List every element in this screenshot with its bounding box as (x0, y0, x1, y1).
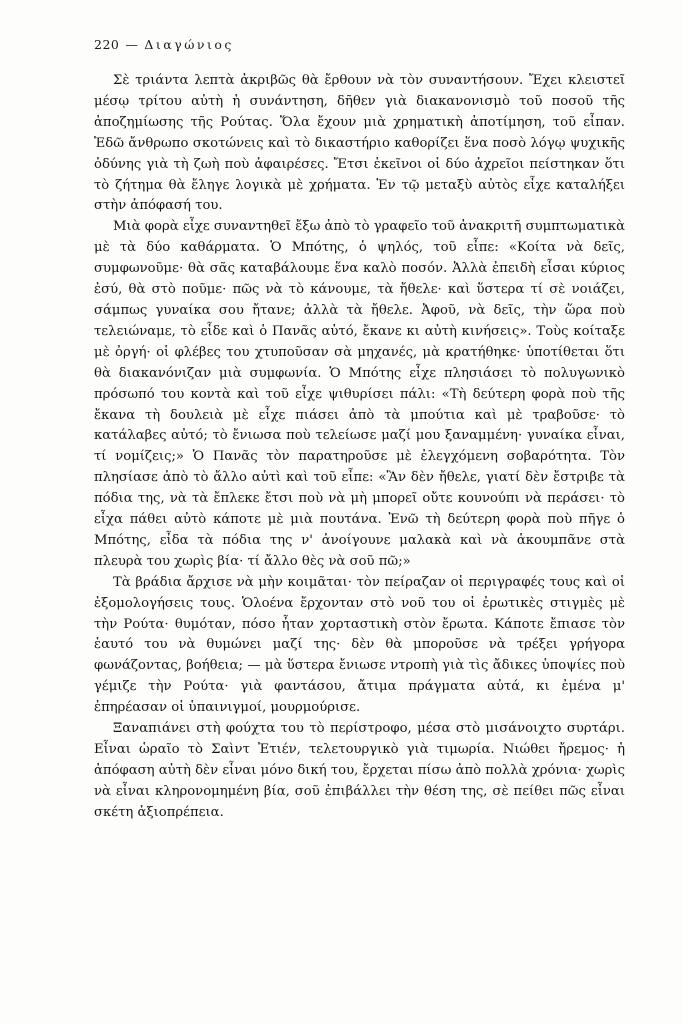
paragraph: Τὰ βράδια ἄρχισε νὰ μὴν κοιμᾶται· τὸν πείραζαν οἱ περιγραφές τους καὶ οἱ ἐξομολογήσεις τους. Ὁλοένα ἔρχονταν στὸ νοῦ του οἱ ἐρωτικὲς στιγμὲς μὲ τὴν Ρούτα· θυμόταν, πόσο ἦταν χορταστικὴ στὸν ἔρωτα. Κάποτε ἔπιασε τὸν ἑαυτό του νὰ θυμώνει μαζί της· δὲν θὰ μποροῦσε νὰ τρέξει γρήγορα φωνάζοντας, βοήθεια; — μὰ ὕστερα ἔνιωσε ντροπὴ γιὰ τὶς ἄδικες ὑποψίες ποὺ γέμιζε τὴν Ρούτα· γιὰ φαντάσου, ἄτιμα πράγματα αὐτά, κι ἐμένα μ' ἐπηρέασαν οἱ ὑπαινιγμοί, μουρμούρισε. (94, 574, 625, 716)
paragraph: Μιὰ φορὰ εἶχε συναντηθεῖ ἔξω ἀπὸ τὸ γραφεῖο τοῦ ἀνακριτῆ συμπτωματικὰ μὲ τὰ δύο καθάρματα. Ὁ Μπότης, ὁ ψηλός, τοῦ εἶπε: «Κοίτα νὰ δεῖς, συμφωνοῦμε· θὰ σᾶς καταβάλουμε ἕνα καλὸ ποσόν. Ἀλλὰ ἐπειδὴ εἶσαι κύριος ἐσύ, θὰ στὸ ποῦμε· πῶς νὰ τὸ κάνουμε, τὰ ἤθελε· καὶ ὕστερα τί σὲ νοιάζει, σάμπως γυναίκα σου ἤτανε; ἀλλὰ τὰ ἤθελε. Ἀφοῦ, νὰ δεῖς, τὴν ὥρα ποὺ τελειώναμε, τὸ εἶδε καὶ ὁ Πανᾶς αὐτό, ἔκανε κι αὐτὴ κινήσεις». Τοὺς κοίταξε μὲ ὀργή· οἱ φλέβες του χτυποῦσαν σὰ μηχανές, μὰ κρατήθηκε· ὑποτίθεται ὅτι θὰ διακανόνιζαν μιὰ συμφωνία. Ὁ Μπότης εἶχε πλησιάσει τὸ πολυγωνικὸ πρόσωπό του κοντὰ καὶ τοῦ εἶχε ψιθυρίσει πάλι: «Τὴ δεύτερη φορὰ ποὺ τῆς ἔκανα τὴ δουλειὰ μὲ εἶχε πιάσει ἀπὸ τὰ μπούτια καὶ μὲ τραβοῦσε· τὸ κατάλαβες αὐτό; τὸ ἔνιωσα ποὺ τελείωσε μαζί μου ξαναμμένη· γυναίκα εἶναι, τί νομίζεις;» Ὁ Πανᾶς τὸν παρατηροῦσε μὲ ἐλεγχόμενη σοβαρότητα. Τὸν πλησίασε ἀπὸ τὸ ἄλλο αὐτὶ καὶ τοῦ εἶπε: «Ἂν δὲν ἤθελε, γιατί δὲν ἔστριβε τὰ πόδια της, νὰ τὰ ἔπλεκε ἔτσι ποὺ νὰ μὴ μπορεῖ οὔτε κουνούπι νὰ περάσει· τὸ εἶχα πάθει αὐτὸ κάποτε μὲ μιὰ πουτάνα. Ἐνῶ τὴ δεύτερη φορὰ ποὺ πῆγε ὁ Μπότης, εἶδα τὰ πόδια της ν' ἀνοίγουνε μαλακὰ καὶ νὰ ἀκουμπᾶνε στὰ πλευρὰ του χωρὶς βία· τί ἄλλο θὲς νὰ σοῦ πῶ;» (94, 219, 625, 569)
running-head (94, 37, 234, 52)
paragraph: Σὲ τριάντα λεπτὰ ἀκριβῶς θὰ ἔρθουν νὰ τὸν συναντήσουν. Ἔχει κλειστεῖ μέσῳ τρίτου αὐτὴ ἡ συνάντηση, δῆθεν γιὰ διακανονισμὸ τοῦ ποσοῦ τῆς ἀποζημίωσης τῆς Ρούτας. Ὅλα ἔχουν μιὰ χρηματικὴ ἀποτίμηση, τοῦ εἶπαν. Ἐδῶ ἄνθρωπο σκοτώνεις καὶ τὸ δικαστήριο καθορίζει ἕνα ποσὸ λόγῳ ψυχικῆς ὀδύνης γιὰ τὴ ζωὴ ποὺ ἀφαιρέσες. Ἔτσι ἐκεῖνοι οἱ δύο ἀχρεῖοι πείστηκαν ὅτι τὸ ζήτημα θὰ ἔληγε λογικὰ μὲ χρήματα. Ἐν τῷ μεταξὺ αὐτὸς εἶχε καταλήξει στὴν ἀπόφασή του. (94, 73, 625, 214)
header-separator: — (125, 37, 139, 52)
page-number: 220 (94, 37, 120, 52)
body-text (94, 71, 625, 824)
paragraph: Ξαναπιάνει στὴ φούχτα του τὸ περίστροφο, μέσα στὸ μισάνοιχτο συρτάρι. Εἶναι ὡραῖο τὸ Σαὶντ Ἐτιέν, τελετουργικὸ γιὰ τιμωρία. Νιώθει ἤρεμος· ἡ ἀπόφαση αὐτὴ δὲν εἶναι μόνο δική του, ἔρχεται πίσω ἀπὸ πολλὰ χρόνια· χωρὶς νὰ εἶναι κληρονομημένη βία, σοῦ ἐπιβάλλει τὴν θέση της, σὲ πείθει πῶς εἶναι σκέτη ἀξιοπρέπεια. (94, 721, 625, 820)
book-title: Διαγώνιος (144, 37, 234, 52)
